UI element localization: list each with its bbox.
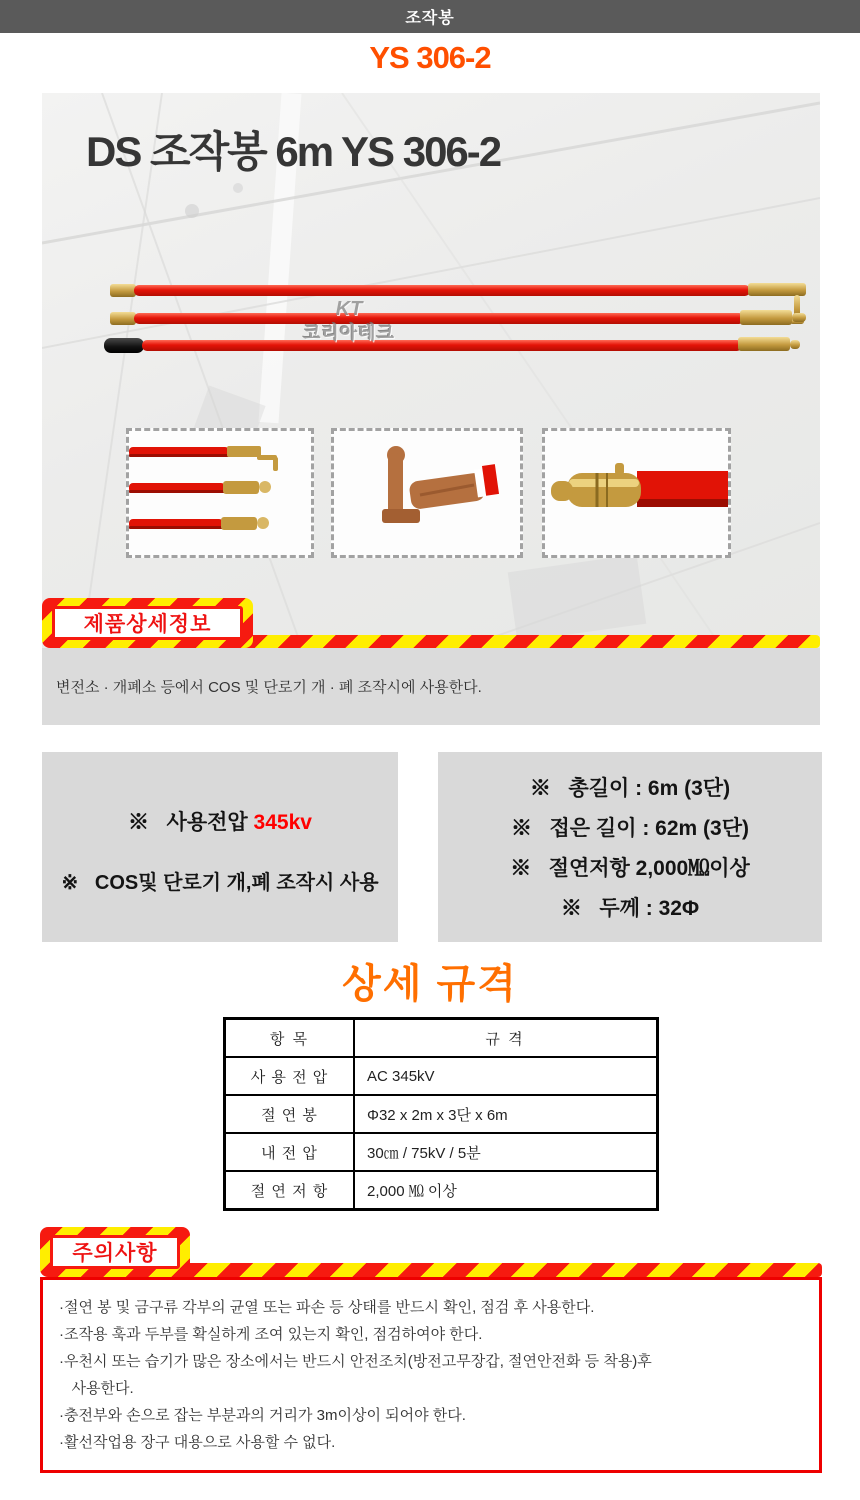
spec-right-line3: ※ 절연저항 2,000㏁이상 <box>510 857 750 880</box>
detail-hazard-strip <box>200 635 820 648</box>
spec-table-header-item: 항 목 <box>225 1019 355 1058</box>
rod3-body <box>142 340 742 351</box>
caution-badge-frame <box>50 1235 180 1269</box>
spec-box-left <box>42 752 398 942</box>
rod3-grip <box>104 338 144 353</box>
list-item: ·우천시 또는 습기가 많은 장소에서는 반드시 안전조치(방전고무장갑, 절연안전화 등 착용)후 <box>59 1353 652 1370</box>
list-item: ·조작용 훅과 두부를 확실하게 조여 있는지 확인, 점검하여야 한다. <box>59 1326 483 1343</box>
caution-badge <box>40 1227 190 1277</box>
spec-row4-label: 절 연 저 항 <box>225 1171 355 1210</box>
list-item: ·절연 봉 및 금구류 각부의 균열 또는 파손 등 상태를 반드시 확인, 점검 후 사용한다. <box>59 1299 595 1316</box>
caution-box <box>40 1277 822 1473</box>
caution-badge-label: 주의사항 <box>72 1242 158 1265</box>
product-name-title: DS 조작봉 6m YS 306-2 <box>86 128 501 175</box>
spec-row3-label: 내 전 압 <box>225 1133 355 1171</box>
category-bar <box>0 0 860 33</box>
table-row <box>225 1057 658 1095</box>
watermark <box>294 299 404 345</box>
model-title: YS 306-2 <box>369 40 491 75</box>
connector-tip-graphic <box>545 431 728 555</box>
spec-right-line4: ※ 두께 : 32Φ <box>560 897 700 920</box>
rod3-ferrule <box>738 337 790 351</box>
watermark-logo: KT <box>335 298 363 320</box>
hook-fitting-graphic <box>334 431 520 555</box>
inset-hook-photo <box>331 428 523 558</box>
spec-row2-label: 절 연 봉 <box>225 1095 355 1133</box>
spec-table-header-row <box>225 1019 658 1058</box>
rod2-connector-tip <box>792 313 806 322</box>
spec-table-header-spec: 규 격 <box>354 1019 658 1058</box>
rod2-body <box>134 313 744 324</box>
detail-badge-label: 제품상세정보 <box>83 613 212 636</box>
table-row <box>225 1095 658 1133</box>
spec-row1-label: 사 용 전 압 <box>225 1057 355 1095</box>
spec-row2-value: Φ32 x 2m x 3단 x 6m <box>354 1095 658 1133</box>
category-title: 조작봉 <box>405 10 455 27</box>
spec-left-line1-value: 345kv <box>253 811 312 834</box>
spec-table-title: 상세 규격 <box>342 962 518 1006</box>
spec-box-right <box>438 752 822 942</box>
spec-row4-value: 2,000 ㏁ 이상 <box>354 1171 658 1210</box>
rod-ends-graphic <box>129 431 311 555</box>
detail-badge <box>42 598 253 648</box>
rod3-tip <box>790 340 800 349</box>
table-row <box>225 1171 658 1210</box>
list-item: ·활선작업용 장구 대용으로 사용할 수 없다. <box>59 1434 336 1451</box>
spec-left-line1 <box>42 806 398 836</box>
rod2-left-ferrule <box>110 312 136 325</box>
watermark-text: 코리아테크 <box>303 323 395 343</box>
detail-badge-frame <box>52 606 243 640</box>
rod1-left-ferrule <box>110 284 136 297</box>
spec-row1-value: AC 345kV <box>354 1057 658 1095</box>
spec-row3-value: 30㎝ / 75kV / 5분 <box>354 1133 658 1171</box>
description-text: 변전소 · 개폐소 등에서 COS 및 단로기 개 · 폐 조작시에 사용한다. <box>56 679 482 696</box>
spec-right-line1: ※ 총길이 : 6m (3단) <box>529 777 731 800</box>
description-band <box>42 648 820 725</box>
spec-left-line1-prefix: ※ 사용전압 <box>128 811 254 834</box>
table-row <box>225 1133 658 1171</box>
list-item: 사용한다. <box>59 1380 134 1397</box>
spec-table <box>223 1017 659 1211</box>
inset-rod-ends-photo <box>126 428 314 558</box>
list-item: ·충전부와 손으로 잡는 부분과의 거리가 3m이상이 되어야 한다. <box>59 1407 466 1424</box>
caution-hazard-strip <box>140 1263 822 1277</box>
rod2-connector <box>740 310 792 325</box>
product-image <box>42 93 820 648</box>
rod1-body <box>134 285 750 296</box>
inset-connector-photo <box>542 428 731 558</box>
spec-right-line2: ※ 접은 길이 : 62m (3단) <box>511 817 749 840</box>
spec-left-line2: ※ COS및 단로기 개,폐 조작시 사용 <box>61 872 379 894</box>
